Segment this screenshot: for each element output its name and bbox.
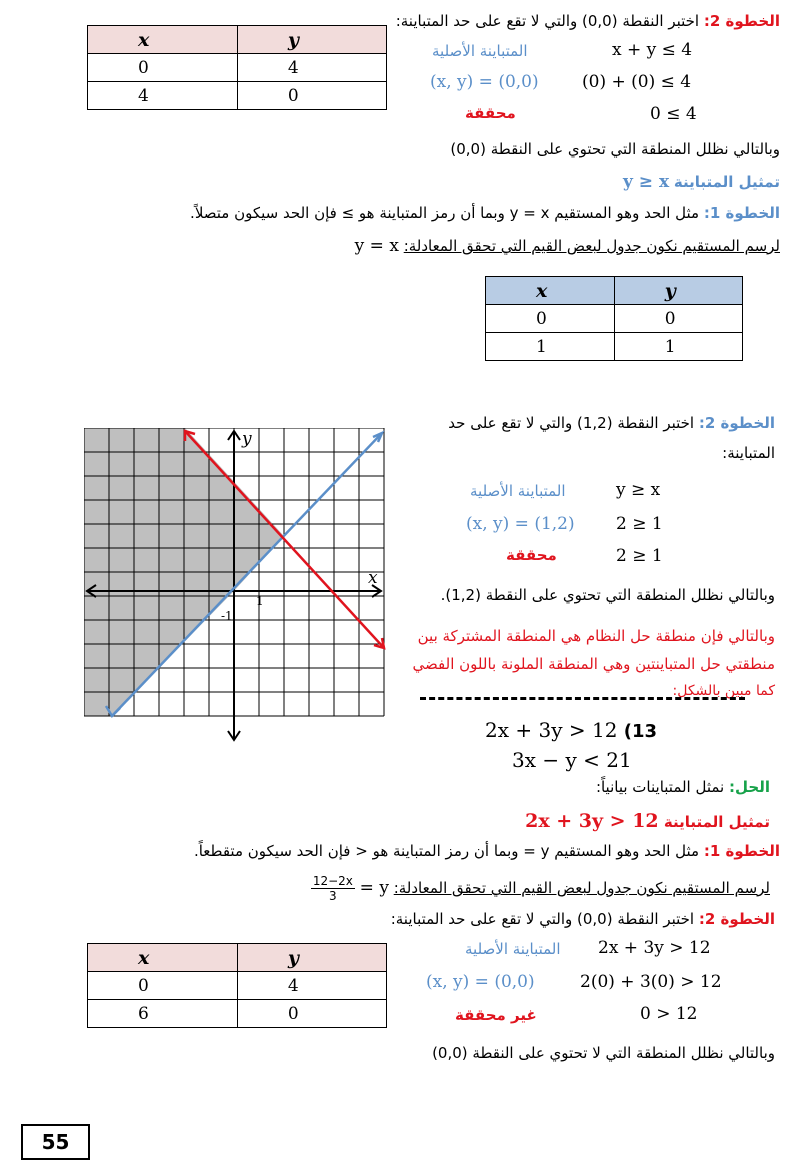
step2-text: اختبر النقطة (0,0) والتي لا تقع على حد المتباينة: — [395, 12, 700, 30]
table-cell: 0 — [237, 1000, 386, 1028]
table-header-y: y — [237, 944, 386, 972]
true-label-b: محققة — [506, 546, 557, 564]
result-b: 2 ≥ 1 — [616, 546, 663, 566]
ineq-13: 2x + 3y > 12 — [598, 938, 711, 958]
values-table-a — [87, 25, 387, 110]
solution-line — [596, 778, 770, 796]
point-a: (x, y) = (0,0) — [430, 72, 539, 92]
result-a: 0 ≤ 4 — [650, 104, 697, 124]
title-math: y ≥ x — [623, 172, 670, 192]
original-ineq-label: المتباينة الأصلية — [432, 42, 528, 60]
conclusion-a: وبالتالي نظلل المنطقة التي تحتوي على النقطة (0,0) — [450, 140, 780, 158]
step2-line-b — [448, 414, 775, 432]
final-text-2: منطقتي حل المتباينتين وهي المنطقة الملونة باللون الفضي — [412, 655, 775, 673]
table-intro-13 — [311, 874, 770, 903]
axis-x-label: x — [368, 568, 378, 588]
subst-b: 2 ≥ 1 — [616, 514, 663, 534]
values-table-b — [485, 276, 743, 361]
table-cell: 4 — [237, 972, 386, 1000]
fraction — [311, 874, 355, 903]
table-intro-text: لرسم المستقيم نكون جدول لبعض القيم التي تحقق المعادلة: — [393, 879, 770, 897]
step1-text: مثل الحد وهو المستقيم y = x وبما أن رمز المتباينة هو ≥ فإن الحد سيكون متصلاً. — [190, 204, 700, 222]
table-header-y: y — [614, 277, 742, 305]
frac-den: 3 — [329, 889, 337, 903]
solution-label: الحل: — [729, 778, 770, 796]
ineq-b: y ≥ x — [616, 480, 661, 500]
conclusion-b: وبالتالي نظلل المنطقة التي تحتوي على النقطة (1,2). — [440, 586, 775, 604]
table-cell: 1 — [614, 333, 742, 361]
result-13: 0 > 12 — [640, 1004, 698, 1024]
final-text-1: وبالتالي فإن منطقة حل النظام هي المنطقة المشتركة بين — [417, 627, 775, 645]
page-number: 55 — [21, 1124, 90, 1160]
conclusion-13: وبالتالي نظلل المنطقة التي لا تحتوي على النقطة (0,0) — [432, 1044, 775, 1062]
step2-text-2: المتباينة: — [722, 444, 775, 462]
step2-header: الخطوة 2: — [698, 414, 775, 432]
problem-number: (13 — [623, 721, 658, 742]
step2-line-a — [396, 12, 780, 30]
title-text: تمثيل المتباينة — [673, 173, 780, 191]
separator — [420, 697, 745, 700]
original-ineq-label: المتباينة الأصلية — [470, 482, 566, 500]
problem-13-ineq2: 3x − y < 21 — [512, 748, 632, 772]
table-cell: 0 — [237, 82, 386, 110]
tick-label-1: 1 — [256, 594, 264, 608]
step1-header: الخطوة 1: — [703, 204, 780, 222]
step1-line-b — [190, 204, 780, 222]
table-header-x: x — [88, 26, 238, 54]
step2-header: الخطوة 2: — [698, 910, 775, 928]
table-cell: 4 — [88, 82, 238, 110]
problem-13-ineq1 — [485, 718, 657, 742]
table-cell: 0 — [88, 54, 238, 82]
false-label: غير محققة — [455, 1006, 537, 1024]
table-cell: 1 — [486, 333, 615, 361]
table-intro-b — [355, 236, 780, 256]
table-cell: 6 — [88, 1000, 238, 1028]
table-intro-text: لرسم المستقيم نكون جدول لبعض القيم التي تحقق المعادلة: — [403, 237, 780, 255]
step2-line-13 — [391, 910, 775, 928]
table-cell: 0 — [486, 305, 615, 333]
axis-y-label: y — [242, 429, 252, 449]
table-intro-math: y = — [359, 878, 389, 898]
title-text: تمثيل المتباينة — [663, 813, 770, 831]
inequality-graph — [84, 428, 390, 746]
original-ineq-label: المتباينة الأصلية — [465, 940, 561, 958]
table-cell: 4 — [237, 54, 386, 82]
subst-13: 2(0) + 3(0) > 12 — [580, 972, 722, 992]
final-text-3: كما مبين بالشكل: — [672, 683, 775, 699]
table-header-x: x — [88, 944, 238, 972]
frac-num: 12−2x — [312, 874, 353, 888]
step2-header: الخطوة 2: — [703, 12, 780, 30]
step1-header: الخطوة 1: — [703, 842, 780, 860]
ineq-a: x + y ≤ 4 — [612, 40, 693, 60]
step1-text: مثل الحد وهو المستقيم y = وبما أن رمز المتباينة هو < فإن الحد سيكون متقطعاً. — [193, 842, 700, 860]
title-b — [623, 172, 780, 192]
table-header-y: y — [237, 26, 386, 54]
step2-text: اختبر النقطة (1,2) والتي لا تقع على حد — [448, 414, 695, 432]
tick-label-neg1: -1 — [221, 609, 233, 623]
table-header-x: x — [486, 277, 615, 305]
values-table-13 — [87, 943, 387, 1028]
title-math: 2x + 3y > 12 — [525, 810, 659, 832]
step2-text: اختبر النقطة (0,0) والتي لا تقع على حد المتباينة: — [390, 910, 695, 928]
title-13 — [525, 810, 770, 832]
point-b: (x, y) = (1,2) — [466, 514, 575, 534]
table-cell: 0 — [88, 972, 238, 1000]
table-cell: 0 — [614, 305, 742, 333]
solution-text: نمثل المتباينات بيانياً: — [595, 778, 725, 796]
table-intro-math: y = x — [354, 236, 399, 256]
subst-a: (0) + (0) ≤ 4 — [582, 72, 692, 92]
true-label-a: محققة — [465, 104, 516, 122]
ineq1: 2x + 3y > 12 — [485, 718, 618, 742]
step1-line-13 — [194, 842, 780, 860]
point-13: (x, y) = (0,0) — [426, 972, 535, 992]
